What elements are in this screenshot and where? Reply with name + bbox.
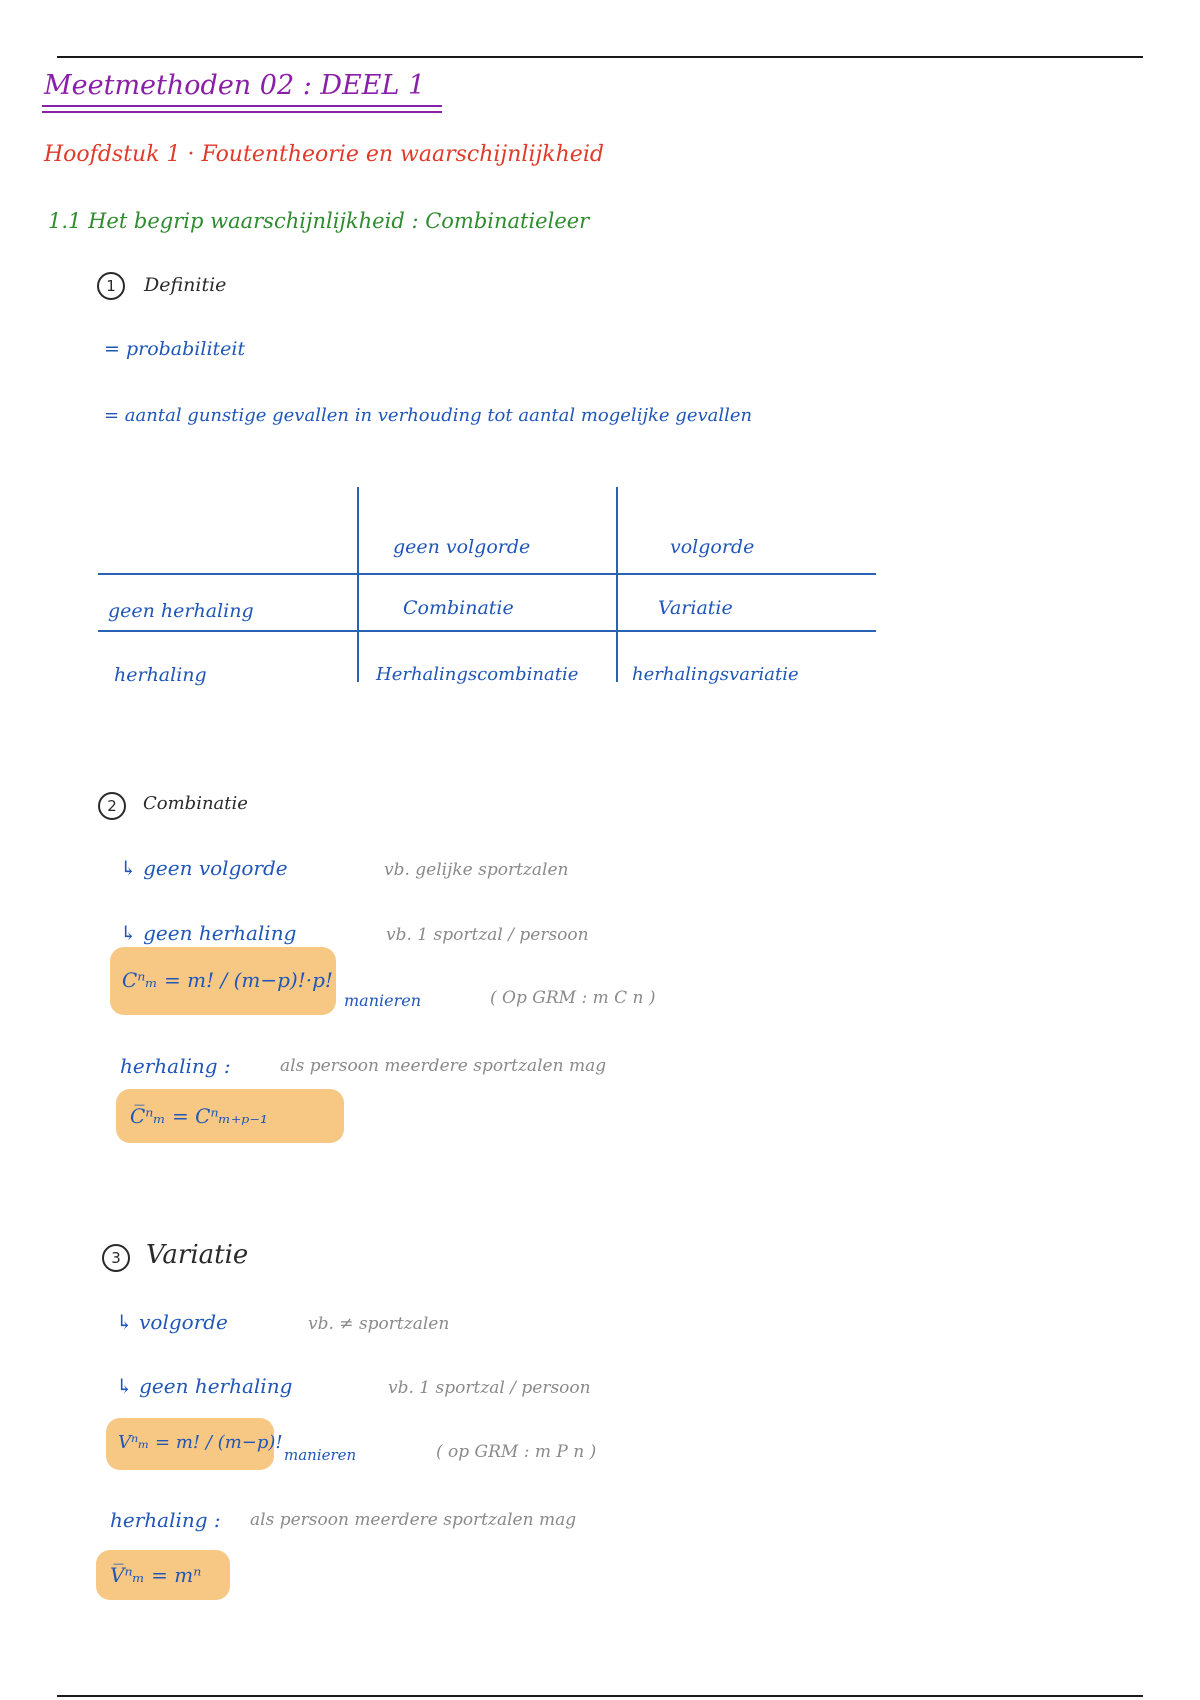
table-vline-1 (357, 487, 359, 682)
combinatie-note-2: vb. 1 sportzal / persoon (386, 925, 589, 945)
page-title: Meetmethoden 02 : DEEL 1 (44, 70, 426, 101)
combinatie-formula-suffix: manieren (344, 991, 422, 1010)
section-heading: 1.1 Het begrip waarschijnlijkheid : Combinatieleer (48, 209, 590, 233)
herhalingsvariatie-formula: V̅ⁿₘ = mⁿ (110, 1563, 202, 1587)
table-cell: Combinatie (403, 597, 514, 619)
combinatie-repeat-label: herhaling : (120, 1054, 231, 1078)
definition-heading: Definitie (144, 274, 227, 296)
variatie-note-2: vb. 1 sportzal / persoon (388, 1378, 591, 1398)
table-cell: Herhalingscombinatie (376, 664, 579, 685)
section-number-3: 3 (102, 1244, 130, 1272)
combinatie-note-1: vb. gelijke sportzalen (384, 860, 569, 880)
table-row-label: herhaling (114, 664, 207, 686)
combinatie-repeat-text: als persoon meerdere sportzalen mag (280, 1056, 607, 1076)
chapter-heading: Hoofdstuk 1 · Foutentheorie en waarschijnlijkheid (44, 142, 604, 167)
bottom-rule (57, 1695, 1143, 1697)
variatie-grm-note: ( op GRM : m P n ) (436, 1442, 597, 1462)
variatie-heading: Variatie (146, 1240, 249, 1270)
table-cell: herhalingsvariatie (632, 664, 799, 685)
section-number-2: 2 (98, 792, 126, 820)
section-number-1: 1 (97, 272, 125, 300)
title-underline-1 (42, 105, 442, 107)
top-rule (57, 56, 1143, 58)
herhalingscombinatie-formula: C̅ⁿₘ = Cⁿₘ₊ₚ₋₁ (130, 1104, 268, 1128)
table-hline-1 (98, 573, 876, 575)
variatie-arrow-2: ↳ geen herhaling (116, 1374, 293, 1398)
title-underline-2 (42, 111, 442, 113)
table-hline-2 (98, 630, 876, 632)
variatie-repeat-label: herhaling : (110, 1508, 221, 1532)
table-vline-2 (616, 487, 618, 682)
definition-line-1: = probabiliteit (104, 338, 246, 360)
combinatie-heading: Combinatie (143, 793, 248, 814)
variatie-repeat-text: als persoon meerdere sportzalen mag (250, 1510, 577, 1530)
definition-line-2: = aantal gunstige gevallen in verhouding tot aantal mogelijke gevallen (104, 405, 753, 426)
table-header-col2: volgorde (670, 536, 755, 558)
combinatie-formula: Cⁿₘ = m! / (m−p)!·p! (122, 968, 333, 992)
table-cell: Variatie (658, 597, 733, 619)
table-header-col1: geen volgorde (393, 536, 531, 558)
variatie-note-1: vb. ≠ sportzalen (308, 1314, 450, 1334)
variatie-arrow-1: ↳ volgorde (116, 1310, 228, 1334)
variatie-formula: Vⁿₘ = m! / (m−p)! (118, 1432, 283, 1453)
variatie-formula-suffix: manieren (284, 1446, 357, 1464)
combinatie-arrow-1: ↳ geen volgorde (120, 856, 288, 880)
combinatie-grm-note: ( Op GRM : m C n ) (490, 988, 656, 1008)
combinatie-arrow-2: ↳ geen herhaling (120, 921, 297, 945)
table-row-label: geen herhaling (108, 600, 254, 622)
